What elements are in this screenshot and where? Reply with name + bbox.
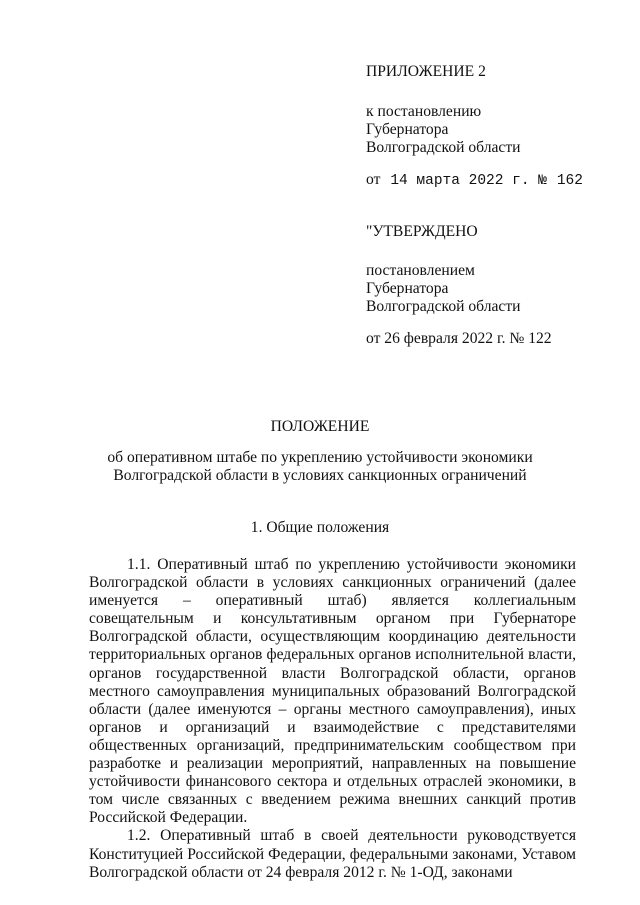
document-subtitle-line2: Волгоградской области в условиях санкционных ограничений xyxy=(113,467,527,484)
document-body xyxy=(89,556,576,882)
approved-decree-line: постановлением xyxy=(366,262,475,279)
appendix-governor-line: Губернатора xyxy=(366,121,449,138)
document-title: ПОЛОЖЕНИЕ xyxy=(270,418,370,435)
appendix-date-prefix: от xyxy=(366,171,381,188)
appendix-title: ПРИЛОЖЕНИЕ 2 xyxy=(366,63,486,80)
document-subtitle-line1: об оперативном штабе по укреплению устойчивости экономики xyxy=(107,449,533,466)
paragraph-1-1: 1.1. Оперативный штаб по укреплению устойчивости экономики Волгоградской области в условиях санкционных ограничений (далее именуется – оперативный штаб) является коллегиальным совещательным и консультативным органом при Губернаторе Волгоградской области, осуществляющим координацию деятельности территориальных органов федеральных органов исполнительной власти, органов государственной власти Волгоградской области, органов местного самоуправления муниципальных образований Волгоградской области (далее именуются – органы местного самоуправления), иных органов и организаций и взаимодействие с представителями общественных организаций, предпринимательским сообществом при разработке и реализации мероприятий, направленных на повышение устойчивости финансового сектора и отдельных отраслей экономики, в том числе связанных с введением режима внешних санкций против Российской Федерации. xyxy=(89,556,576,827)
appendix-date-value: 14 марта 2022 г. № xyxy=(390,173,547,189)
approved-date-line: от 26 февраля 2022 г. № 122 xyxy=(366,330,552,347)
approved-region-line: Волгоградской области xyxy=(366,298,521,315)
appendix-number: 162 xyxy=(556,173,583,189)
section-heading: 1. Общие положения xyxy=(250,519,390,536)
appendix-region-line: Волгоградской области xyxy=(366,139,521,156)
appendix-date-line xyxy=(366,171,583,189)
paragraph-1-2: 1.2. Оперативный штаб в своей деятельности руководствуется Конституцией Российской Федерации, федеральными законами, Уставом Волгоградской области от 24 февраля 2012 г. № 1-ОД, законами xyxy=(89,827,576,881)
appendix-to-line: к постановлению xyxy=(366,103,482,120)
approved-governor-line: Губернатора xyxy=(366,280,449,297)
approved-title: "УТВЕРЖДЕНО xyxy=(366,223,478,240)
